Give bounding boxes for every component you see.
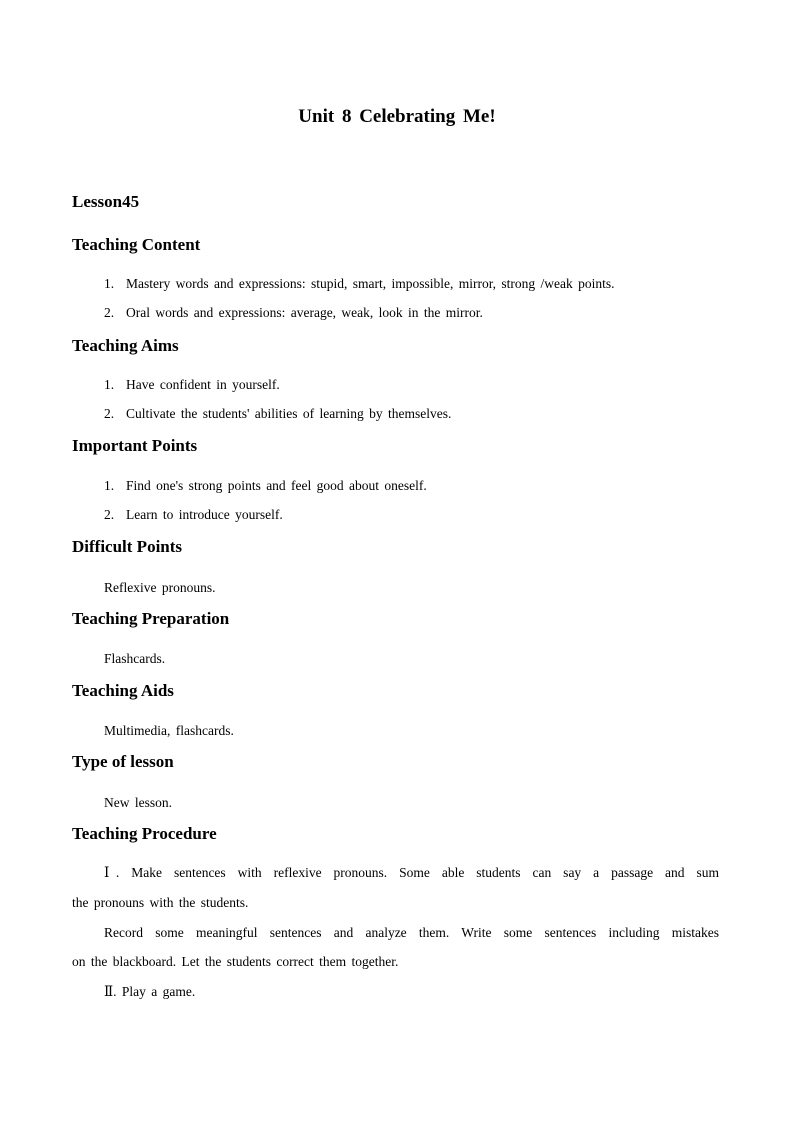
heading-important-points: Important Points <box>72 436 198 455</box>
list-item <box>104 406 451 422</box>
list-item-number: 1. <box>104 377 115 392</box>
heading-teaching-content: Teaching Content <box>72 235 201 254</box>
list-item-text: Cultivate the students' abilities of learning by themselves. <box>126 406 452 421</box>
procedure-paragraph-3: Ⅱ. Play a game. <box>104 984 196 999</box>
list-item <box>104 377 280 393</box>
list-item <box>104 478 427 494</box>
list-item-text: Learn to introduce yourself. <box>126 507 283 522</box>
list-item-text: Oral words and expressions: average, weak, look in the mirror. <box>126 305 483 320</box>
section-text: New lesson. <box>104 795 172 810</box>
heading-teaching-aids: Teaching Aids <box>72 681 174 700</box>
heading-difficult-points: Difficult Points <box>72 537 183 556</box>
list-item-number: 1. <box>104 478 115 493</box>
procedure-paragraph-1-line-2: the pronouns with the students. <box>72 895 249 910</box>
list-item <box>104 305 483 321</box>
list-item-number: 2. <box>104 507 115 522</box>
procedure-paragraph-2-line-2: on the blackboard. Let the students correct them together. <box>72 954 399 969</box>
list-item-text: Have confident in yourself. <box>126 377 280 392</box>
list-item <box>104 507 283 523</box>
procedure-paragraph-2-line-1: Record some meaningful sentences and analyze them. Write some sentences including mistakes <box>104 925 719 940</box>
section-text: Flashcards. <box>104 651 166 666</box>
page-title: Unit 8 Celebrating Me! <box>298 106 496 127</box>
heading-teaching-aims: Teaching Aims <box>72 336 179 355</box>
list-item-number: 1. <box>104 276 115 291</box>
procedure-paragraph-1-line-1: Ⅰ. Make sentences with reflexive pronouns. Some able students can say a passage and sum <box>104 865 719 880</box>
heading-teaching-preparation: Teaching Preparation <box>72 609 230 628</box>
section-text: Reflexive pronouns. <box>104 580 216 595</box>
list-item-number: 2. <box>104 406 115 421</box>
lesson-number: Lesson45 <box>72 192 140 211</box>
list-item-number: 2. <box>104 305 115 320</box>
list-item-text: Find one's strong points and feel good about oneself. <box>126 478 427 493</box>
list-item <box>104 276 615 292</box>
list-item-text: Mastery words and expressions: stupid, smart, impossible, mirror, strong /weak points. <box>126 276 615 291</box>
heading-teaching-procedure: Teaching Procedure <box>72 824 217 843</box>
section-text: Multimedia, flashcards. <box>104 723 234 738</box>
heading-type-of-lesson: Type of lesson <box>72 752 174 771</box>
